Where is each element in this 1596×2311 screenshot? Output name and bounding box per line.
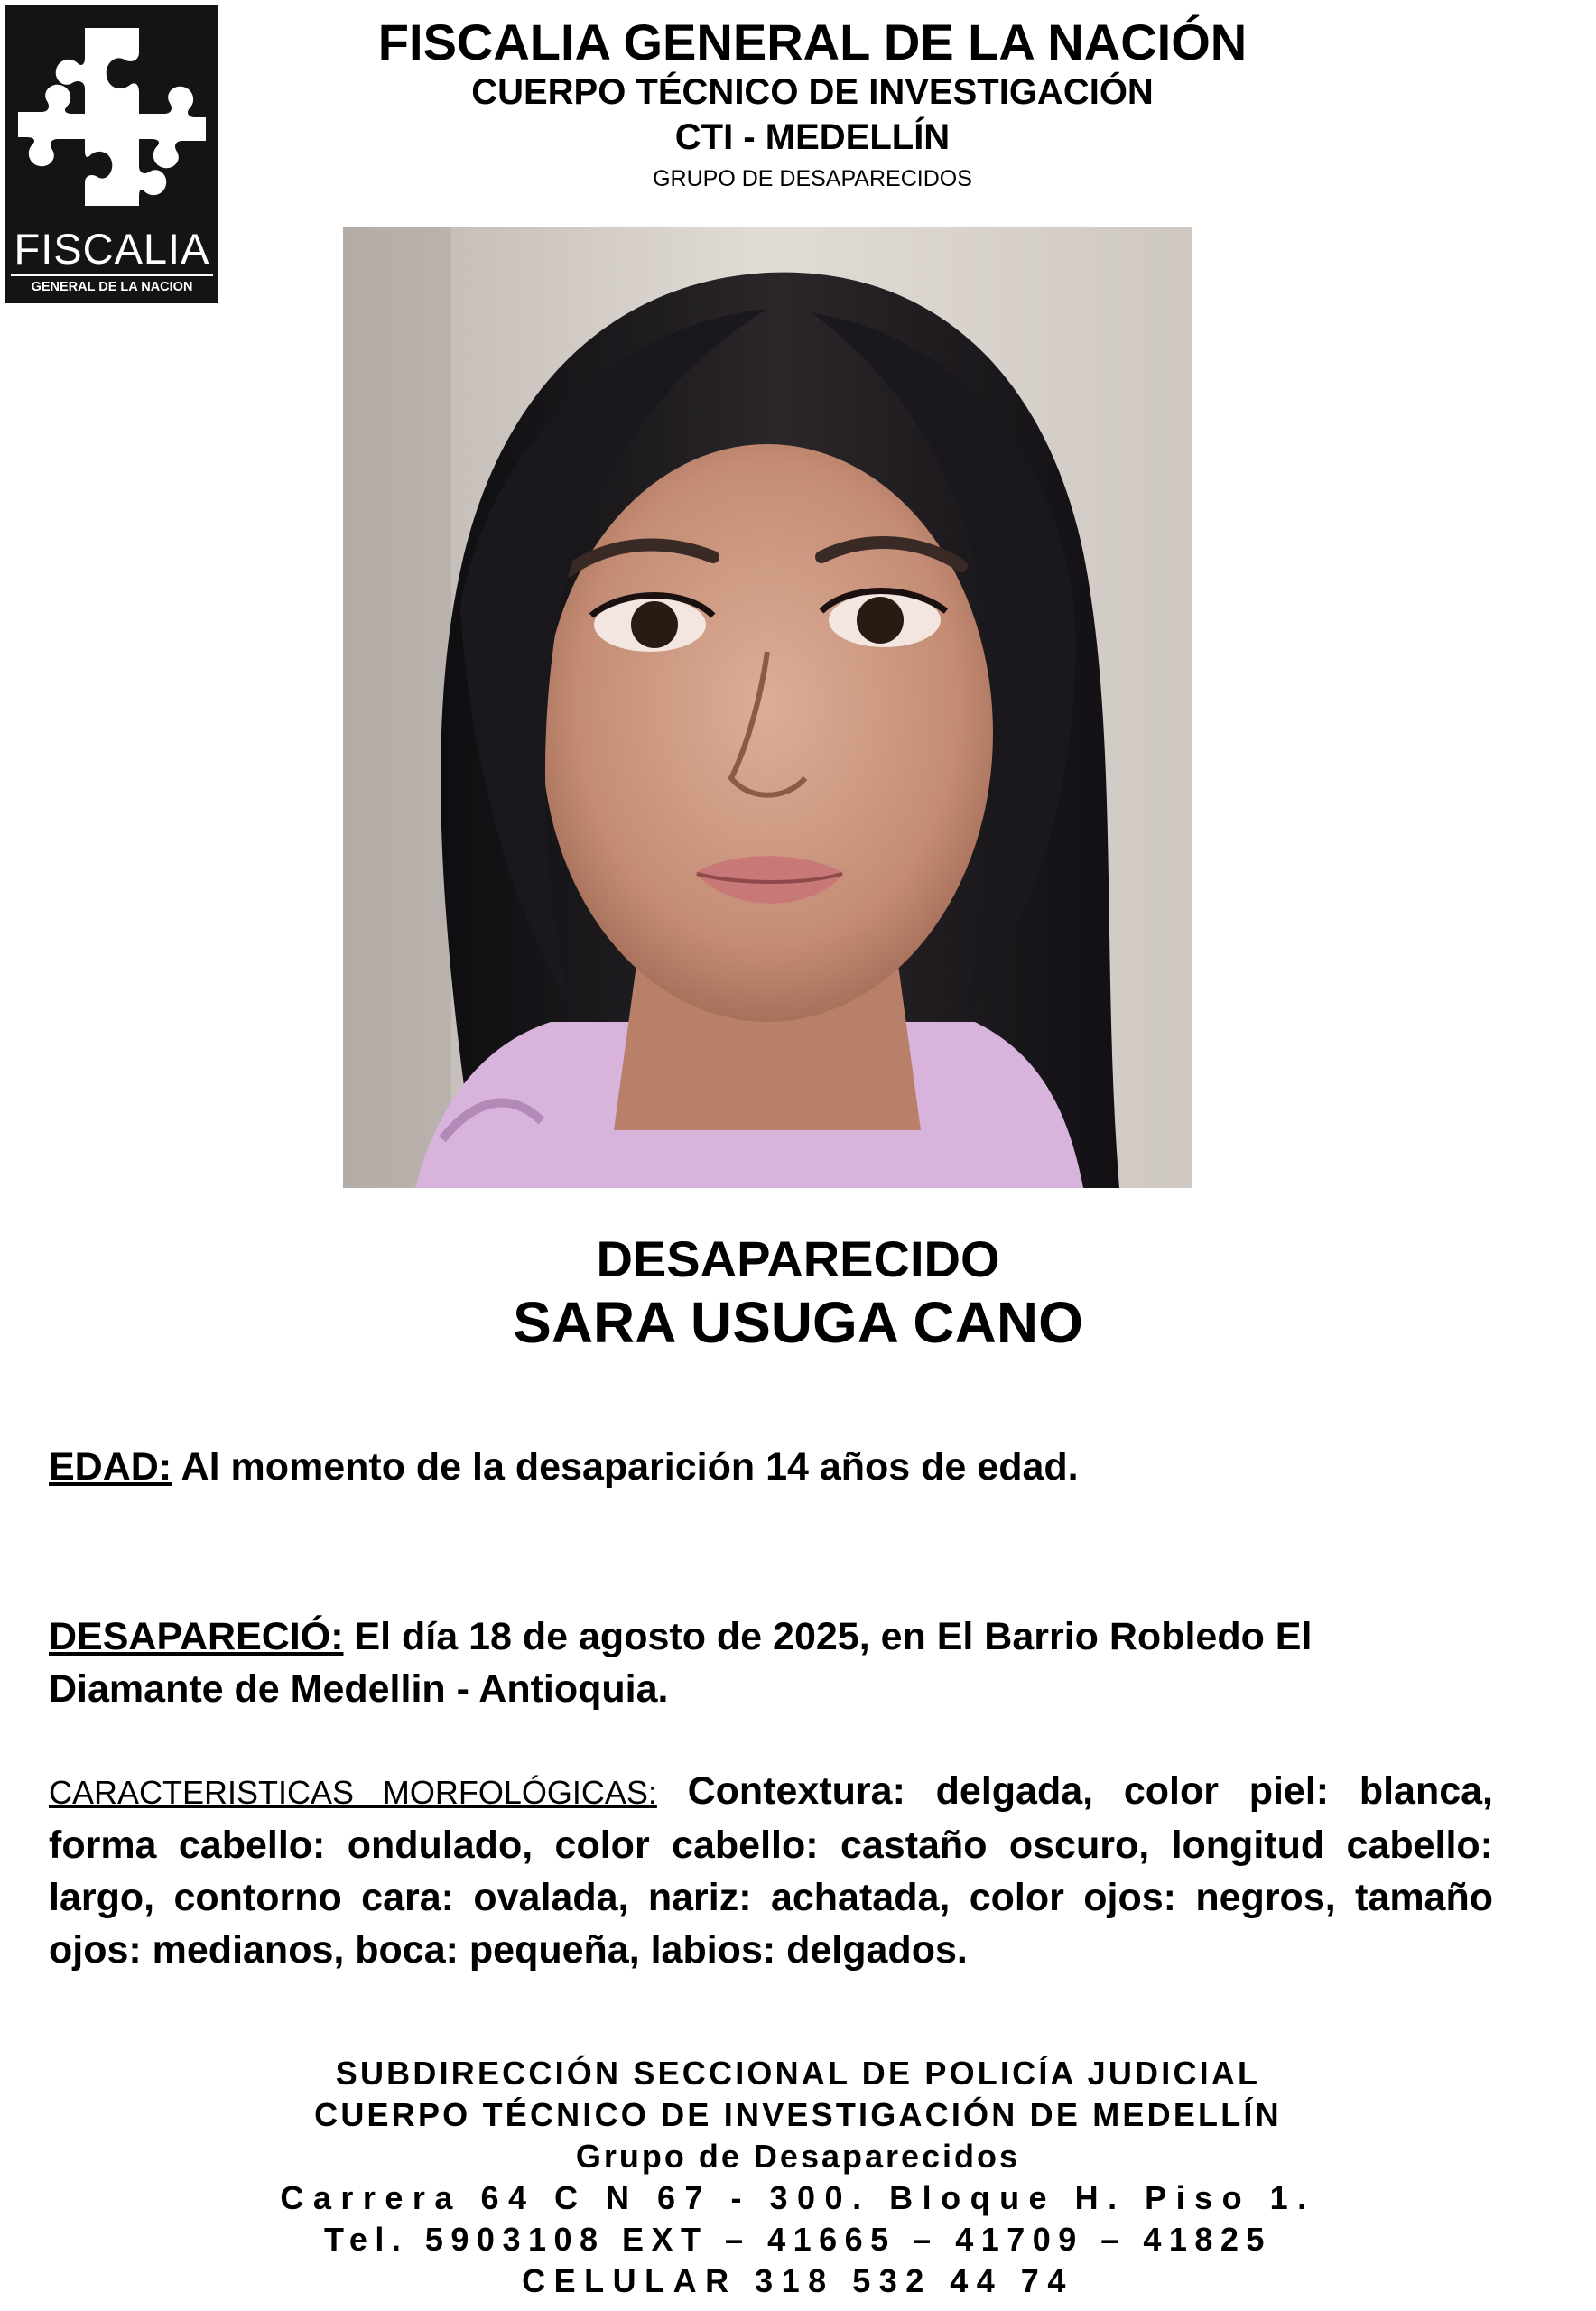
fiscalia-logo [5, 5, 218, 303]
logo-divider [11, 274, 213, 276]
person-name: SARA USUGA CANO [513, 1290, 1083, 1355]
footer-unit: CUERPO TÉCNICO DE INVESTIGACIÓN DE MEDELLÍN [314, 2096, 1282, 2133]
footer-group: Grupo de Desaparecidos [575, 2138, 1021, 2175]
agency-city: CTI - MEDELLÍN [674, 117, 951, 157]
agency-division: CUERPO TÉCNICO DE INVESTIGACIÓN [471, 72, 1154, 112]
missing-paragraph [49, 1610, 1493, 1715]
features-label: CARACTERISTICAS MORFOLÓGICAS: [49, 1774, 657, 1811]
missing-text: El día 18 de agosto de 2025, en El Barrio Robledo El Diamante de Medellin - Antioquia. [49, 1615, 1313, 1711]
puzzle-piece-icon [5, 5, 218, 222]
agency-title: FISCALIA GENERAL DE LA NACIÓN [377, 14, 1248, 70]
age-paragraph [49, 1441, 1493, 1493]
footer-address: Carrera 64 C N 67 - 300. Bloque H. Piso 1. [280, 2179, 1316, 2216]
age-label: EDAD: [49, 1445, 172, 1489]
missing-label: DESAPARECIÓ: [49, 1615, 344, 1658]
footer-phone: Tel. 5903108 EXT – 41665 – 41709 – 41825 [324, 2221, 1272, 2258]
missing-person-photo [343, 227, 1192, 1188]
features-text: Contextura: delgada, color piel: blanca, forma cabello: ondulado, color cabello: castaño oscuro, longitud cabello: largo, contorno cara: ovalada, nariz: achatada, color ojos: negros, tamaño ojos: medianos, boca: pequeña, labios: delgados. [49, 1769, 1493, 1972]
features-paragraph [49, 1765, 1493, 1976]
footer-mobile: CELULAR 318 532 44 74 [522, 2262, 1074, 2299]
footer-subdirection: SUBDIRECCIÓN SECCIONAL DE POLICÍA JUDICIAL [335, 2055, 1261, 2092]
agency-group: GRUPO DE DESAPARECIDOS [653, 166, 972, 191]
logo-wordmark: FISCALIA [14, 225, 210, 273]
logo-subtitle: GENERAL DE LA NACION [31, 280, 193, 294]
age-text: Al momento de la desaparición 14 años de edad. [172, 1445, 1079, 1489]
status-heading: DESAPARECIDO [596, 1230, 1000, 1287]
